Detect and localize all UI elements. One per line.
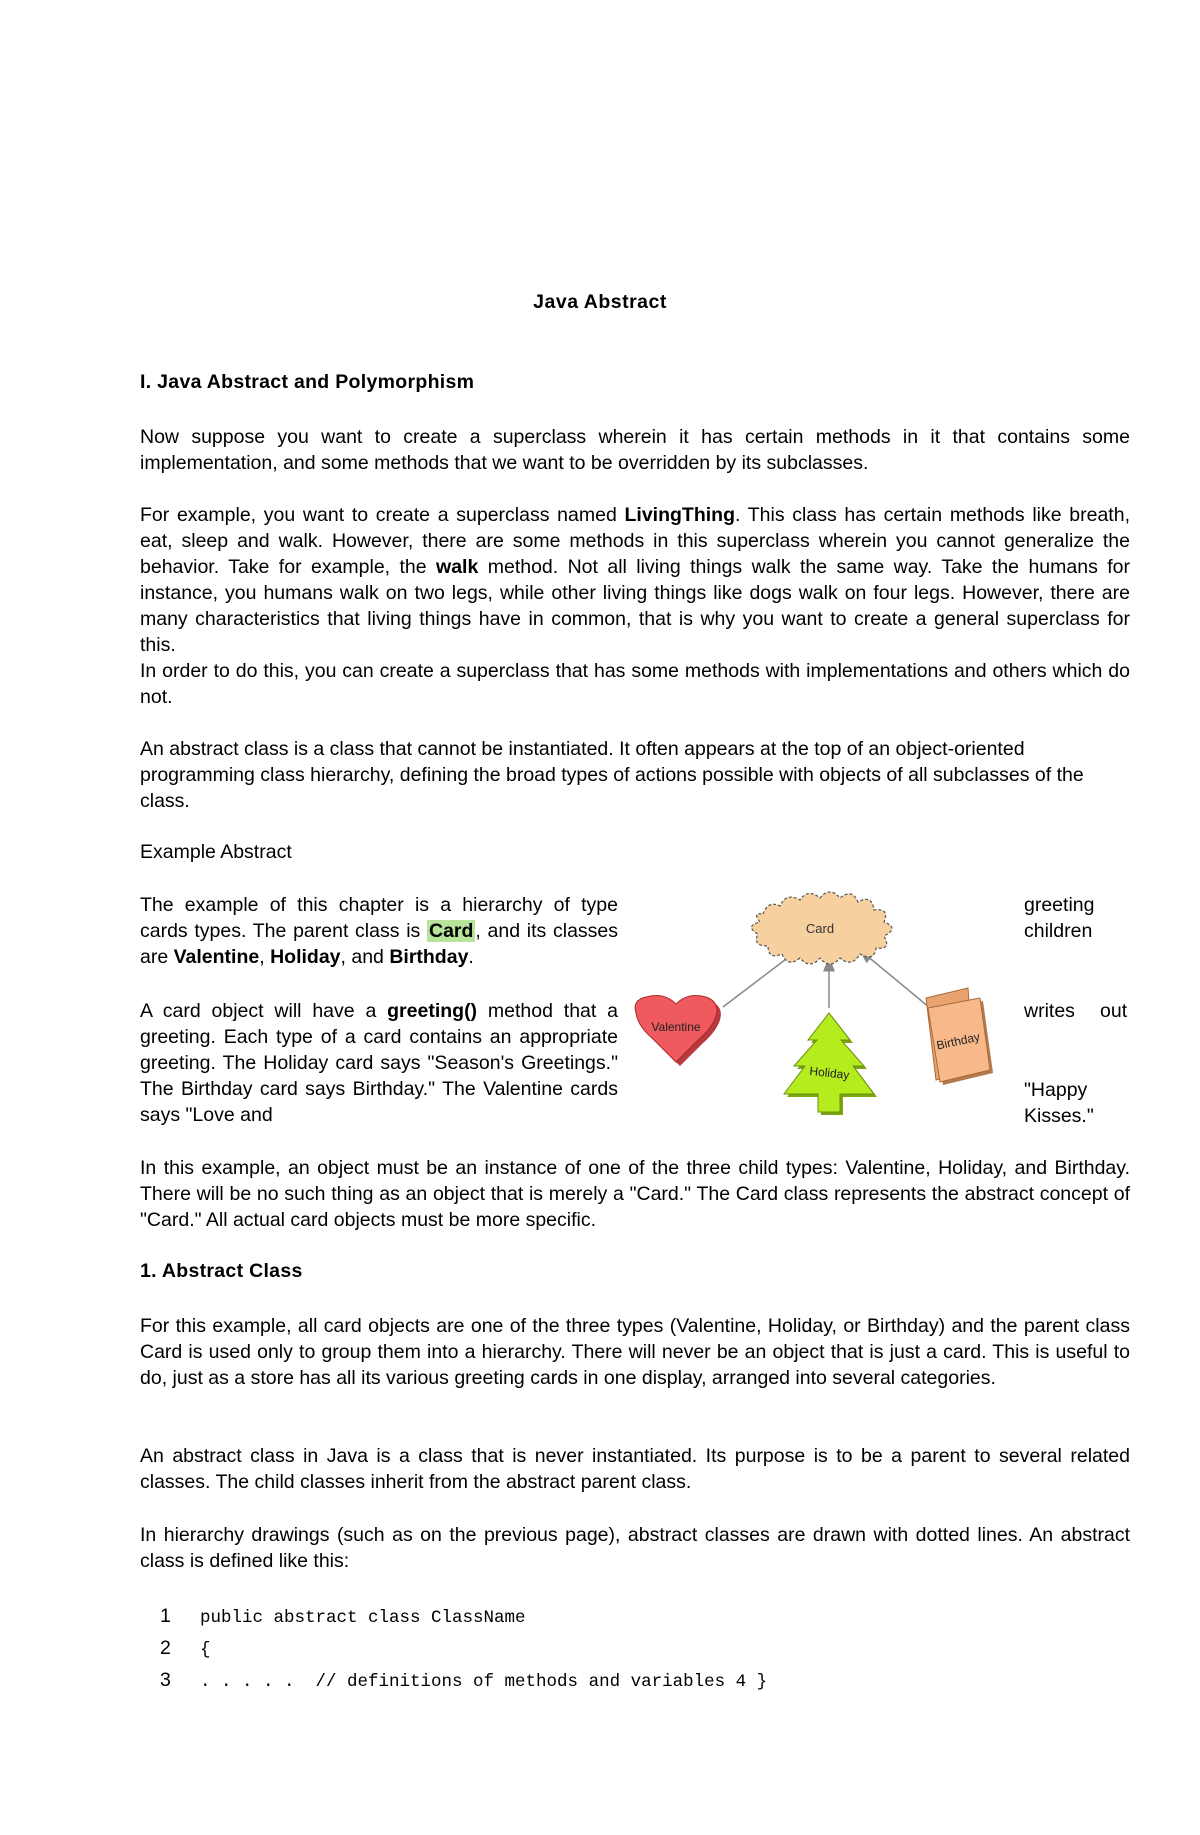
card-term: Card	[428, 920, 474, 942]
example-right-children: children	[1024, 920, 1093, 942]
example-right-writes: writes	[1024, 1000, 1075, 1022]
birthday-node-label: Birthday	[935, 1029, 982, 1053]
example-label: Example Abstract	[140, 841, 292, 863]
birthday-card-node	[926, 988, 993, 1085]
example-left-para1: The example of this chapter is a hierarchy of type cards types. The parent class is Card , and its classes are Valentine, Holiday, and Birthday.	[140, 894, 619, 968]
paragraph-abstract-definition: An abstract class is a class that cannot be instantiated. It often appears at the top of an object-oriented programming class hierarchy, defining the broad types of actions possible with objects of all subclasses of the class.	[140, 738, 1084, 812]
paragraph-card-types: For this example, all card objects are one of the three types (Valentine, Holiday, or Birthday) and the parent class Card is used only to group them into a hierarchy. There will never be an object that is just a card. This is useful to do, just as a store has all its various greeting cards in one display, arranged into several categories.	[140, 1315, 1130, 1389]
page-title: Java Abstract	[533, 291, 667, 313]
section-heading-abstract-class: 1. Abstract Class	[140, 1260, 303, 1282]
valentine-heart-node	[635, 996, 721, 1066]
arrow-birthday-to-card	[860, 950, 930, 1008]
paragraph-intro: Now suppose you want to create a superclass wherein it has certain methods in it that contains some implementation, and some methods that we want to be overridden by its subclasses.	[140, 426, 1130, 474]
holiday-tree-node	[784, 1013, 877, 1115]
paragraph-hierarchy-drawings: In hierarchy drawings (such as on the previous page), abstract classes are drawn with dotted lines. An abstract class is defined like this:	[140, 1524, 1130, 1572]
code-line: 1 public abstract class ClassName	[160, 1605, 526, 1628]
paragraph-livingthing: For example, you want to create a superclass named LivingThing. This class has certain methods like breath, eat, sleep and walk. However, there are some methods in this superclass wherein you cannot generalize the behavior. Take for example, the walk method. Not all living things walk the same way. Take the humans for instance, you humans walk on two legs, while other living things like dogs walk on four legs. However, there are many characteristics that living things have in common, that is why you want to create a general superclass for this.	[140, 504, 1130, 656]
valentine-node-label: Valentine	[651, 1020, 701, 1034]
holiday-node-label: Holiday	[808, 1063, 851, 1083]
paragraph-child-types: In this example, an object must be an instance of one of the three child types: Valentine, Holiday, and Birthday. There will be no such thing as an object that is merely a "Card." The Card class represents the abstract concept of "Card." All actual card objects must be more specific.	[140, 1157, 1130, 1231]
code-line: 2 {	[160, 1637, 211, 1660]
section-heading-polymorphism: I. Java Abstract and Polymorphism	[140, 371, 475, 393]
example-right-out: out	[1100, 1000, 1128, 1022]
example-right-happy: "Happy	[1024, 1079, 1088, 1101]
livingthing-term: LivingThing	[624, 504, 735, 526]
card-hierarchy-diagram	[628, 880, 1018, 1145]
paragraph-implementation: In order to do this, you can create a superclass that has some methods with implementations and others which do not.	[140, 660, 1130, 708]
walk-term: walk	[436, 556, 479, 578]
greeting-method-term: greeting()	[387, 1000, 478, 1022]
card-cloud-node	[751, 892, 892, 964]
example-right-kisses: Kisses."	[1024, 1105, 1094, 1127]
code-line: 3 . . . . . // definitions of methods and variables 4 }	[160, 1669, 768, 1692]
example-right-greeting: greeting	[1024, 894, 1095, 916]
code-block	[160, 1601, 767, 1697]
example-left-para2: A card object will have a greeting() method that a greeting. Each type of a card contains an appropriate greeting. The Holiday card says "Season's Greetings." The Birthday card says Birthday." The Valentine cards says "Love and	[140, 1000, 618, 1126]
paragraph-abstract-java: An abstract class in Java is a class that is never instantiated. Its purpose is to be a parent to several related classes. The child classes inherit from the abstract parent class.	[140, 1445, 1130, 1493]
card-node-label: Card	[805, 921, 835, 936]
